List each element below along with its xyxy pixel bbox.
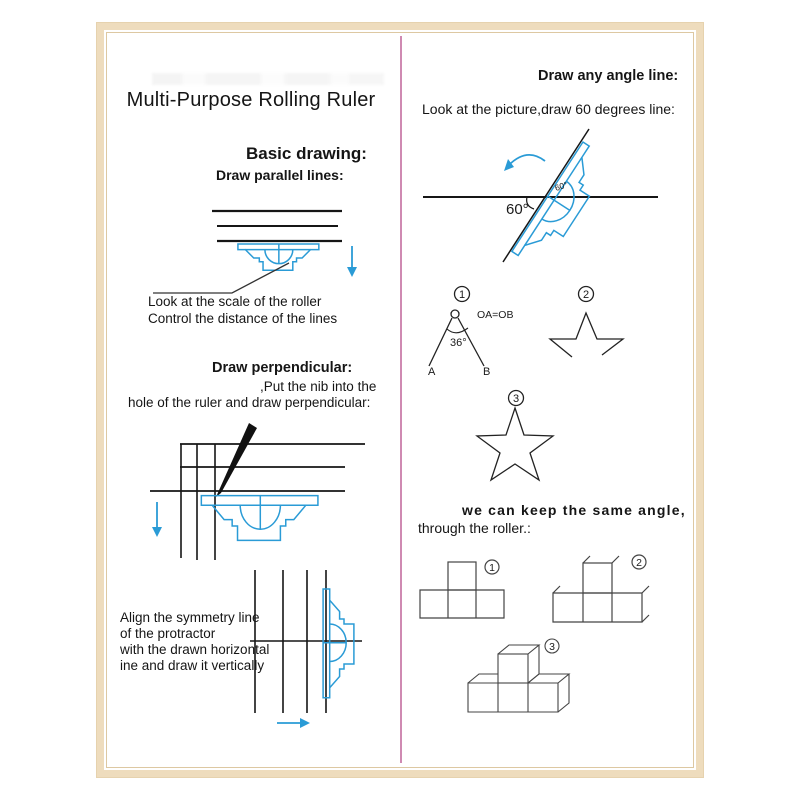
sixty-degrees-note: Look at the picture,draw 60 degrees line: [422,101,675,117]
partial-star-outline [550,313,623,357]
right-cube-side-face [558,674,569,712]
roller-scale-label: 60° [553,179,569,193]
partial-star-diagram [550,287,623,358]
top-square [448,562,476,590]
any-angle-heading: Draw any angle line: [538,68,679,84]
top-cube-top-face [498,645,539,654]
move-down-arrowhead [347,267,357,277]
align-note-line1: Align the symmetry line [120,610,260,625]
angle-label: 60° [506,201,529,218]
full-star-diagram [477,391,553,481]
align-note-line4: ine and draw it vertically [120,658,265,673]
cube-t-diagram-3 [468,639,569,712]
basic-drawing-heading: Basic drawing: [246,144,367,163]
vertex-b-label: B [483,366,491,378]
depth-tick [553,586,560,593]
square-row [553,593,642,622]
callout-line [153,263,289,293]
parallel-lines-diagram [153,211,357,293]
parallel-lines-heading: Draw parallel lines: [216,167,344,183]
square-row [420,590,504,618]
badge-number: 3 [549,641,555,653]
top-cube-front [498,654,528,683]
page-title: Multi-Purpose Rolling Ruler [126,89,376,111]
rolling-ruler-icon [323,589,354,698]
top-square [583,563,612,593]
move-right-arrowhead [300,718,310,728]
cube-front-row [468,683,558,712]
rolling-ruler-icon [201,496,318,541]
depth-tick [642,615,649,622]
move-down-arrowhead [152,527,162,537]
vertical-lines-diagram [250,570,362,728]
apex-angle-arc [447,328,468,333]
perpendicular-note-line2: hole of the ruler and draw perpendicular: [128,395,371,410]
align-note-line3: with the drawn horizontal [120,642,270,657]
left-cube-top-face [468,674,498,683]
perpendicular-diagram [150,423,365,560]
equality-label: OA=OB [477,309,514,321]
angled-line [503,129,589,262]
rolling-ruler-icon [238,244,319,270]
badge-number: 3 [512,393,520,405]
right-cube-top-face [528,674,569,683]
vertex-a-label: A [428,366,436,378]
star-outline [477,408,553,480]
depth-tick [642,586,649,593]
flat-t-diagram-2 [553,555,649,622]
badge-number: 1 [489,562,495,574]
rotate-arrow [509,155,545,165]
triangle-side-oa [429,318,452,366]
badge-number: 2 [636,557,642,569]
same-angle-line1: we can keep the same angle, [462,502,686,518]
same-angle-line2: through the roller.: [418,520,531,536]
align-note-line2: of the protractor [120,626,216,641]
sixty-degree-diagram [423,129,658,270]
parallel-caption-line1: Look at the scale of the roller [148,294,322,309]
top-cube-side-face [528,645,539,683]
depth-tick [583,556,590,563]
parallel-caption-line2: Control the distance of the lines [148,311,338,326]
perpendicular-heading: Draw perpendicular: [212,360,353,376]
flat-t-diagram-1 [420,560,504,618]
vertex-o-point [451,310,459,318]
depth-tick [612,556,619,563]
badge-number: 2 [582,289,590,301]
triangle-example-diagram [428,287,513,379]
perpendicular-note-line1: ,Put the nib into the [260,379,377,394]
badge-number: 1 [458,289,466,301]
apex-angle-label: 36° [450,337,467,349]
pen-nib-icon [216,423,257,497]
